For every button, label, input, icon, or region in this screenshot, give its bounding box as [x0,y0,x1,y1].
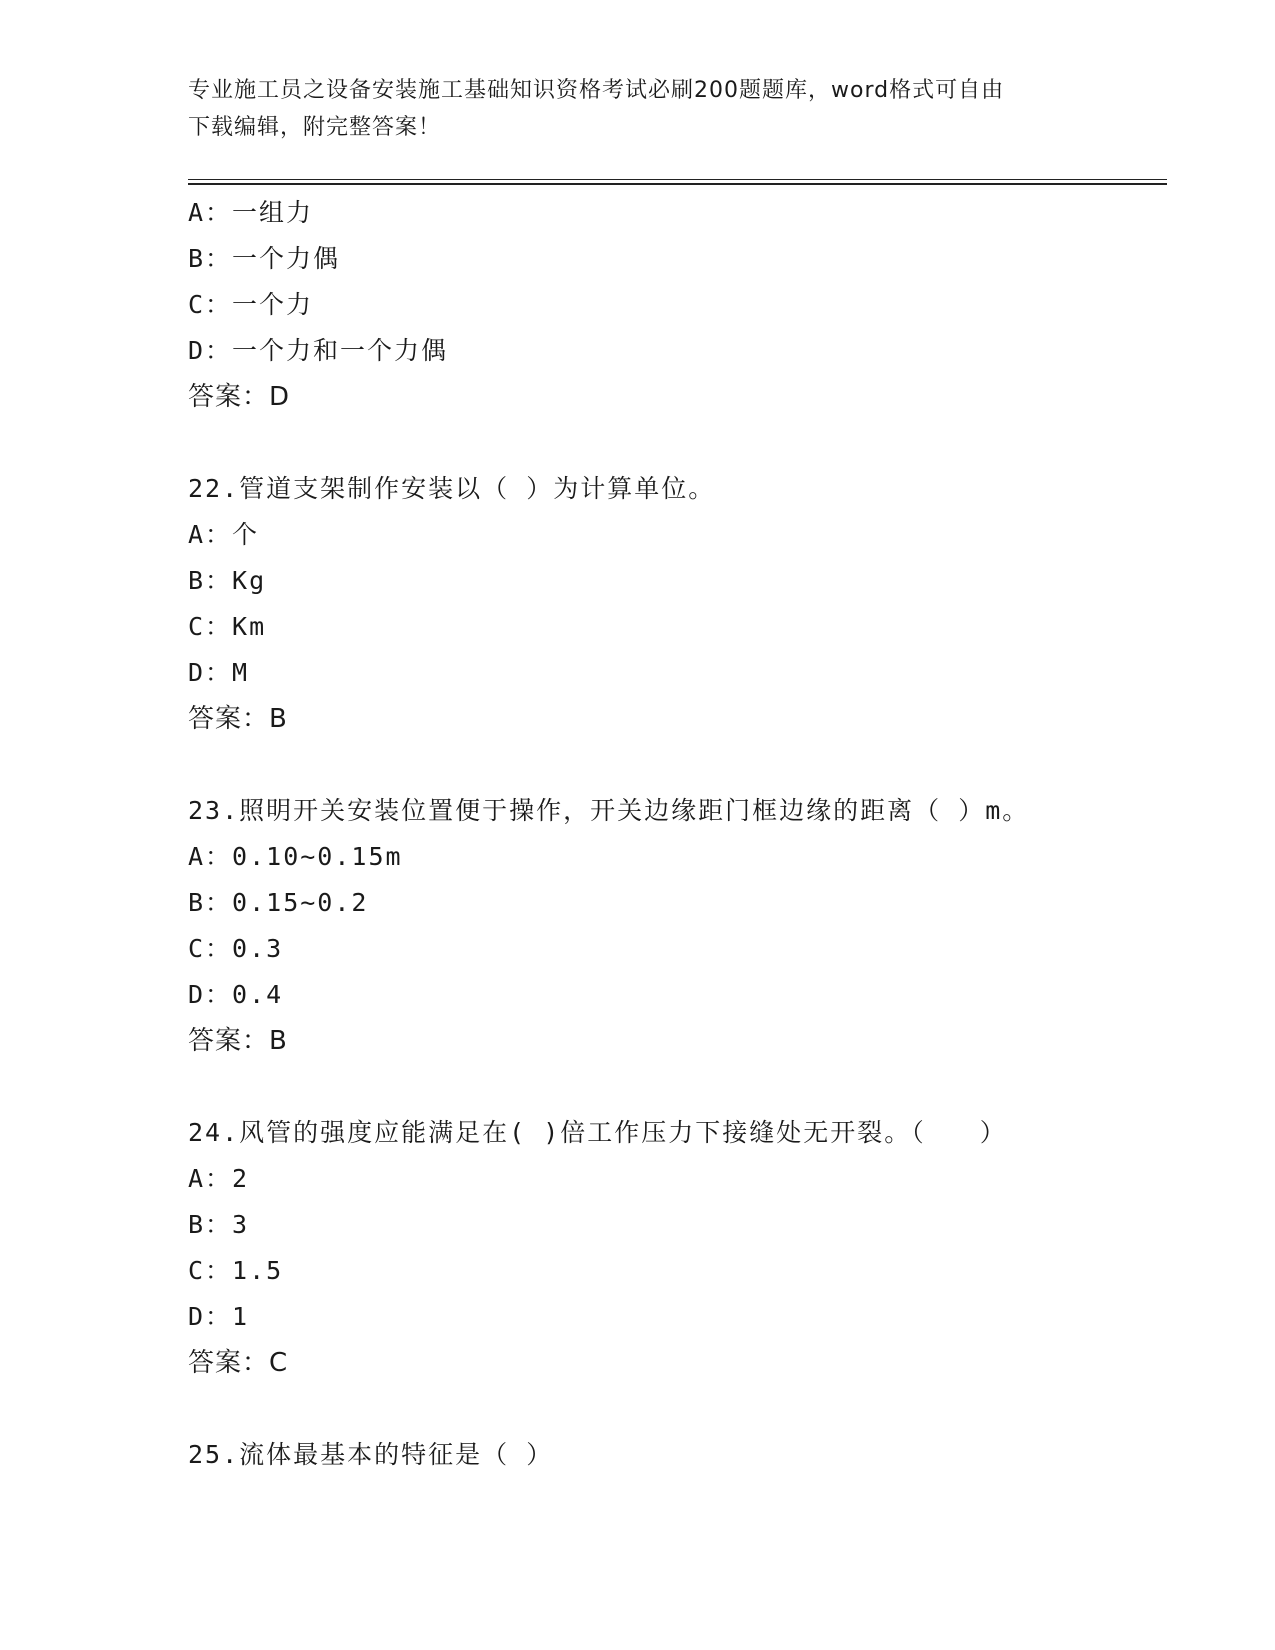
option-c: C：0.3 [188,934,284,963]
option-c: C：Km [188,612,267,641]
option-a: A：0.10~0.15m [188,842,403,871]
option-b: B：3 [188,1210,250,1239]
question-stem: 22.管道支架制作安装以（ ）为计算单位。 [188,474,716,503]
option-d: D：0.4 [188,980,284,1009]
answer-line: 答案：B [188,1026,288,1056]
spacer [188,1064,1168,1110]
question-stem: 24.风管的强度应能满足在( )倍工作压力下接缝处无开裂。（ ） [188,1118,1007,1147]
option-d: D：M [188,658,250,687]
spacer [188,420,1168,466]
header-line-1: 专业施工员之设备安装施工基础知识资格考试必刷200题题库，word格式可自由 [188,78,1005,103]
option-a: A：2 [188,1164,250,1193]
question-list [188,190,1168,1478]
option-a: A：个 [188,520,260,549]
question-stem: 25.流体最基本的特征是（ ） [188,1440,554,1469]
question-stem: 23.照明开关安装位置便于操作，开关边缘距门框边缘的距离（ ）m。 [188,796,1030,825]
header-divider-thick [188,183,1167,185]
option-d: D：1 [188,1302,250,1331]
option-b: B：一个力偶 [188,244,341,273]
answer-line: 答案：C [188,1348,289,1378]
header-divider-thin [188,179,1167,180]
spacer [188,742,1168,788]
spacer [188,1386,1168,1432]
header-line-2: 下载编辑，附完整答案！ [188,115,442,140]
answer-line: 答案：D [188,382,291,412]
option-c: C：1.5 [188,1256,284,1285]
option-a: A：一组力 [188,198,314,227]
option-b: B：Kg [188,566,267,595]
option-b: B：0.15~0.2 [188,888,369,917]
option-d: D：一个力和一个力偶 [188,336,449,365]
document-header [188,72,1088,146]
answer-line: 答案：B [188,704,288,734]
option-c: C：一个力 [188,290,314,319]
